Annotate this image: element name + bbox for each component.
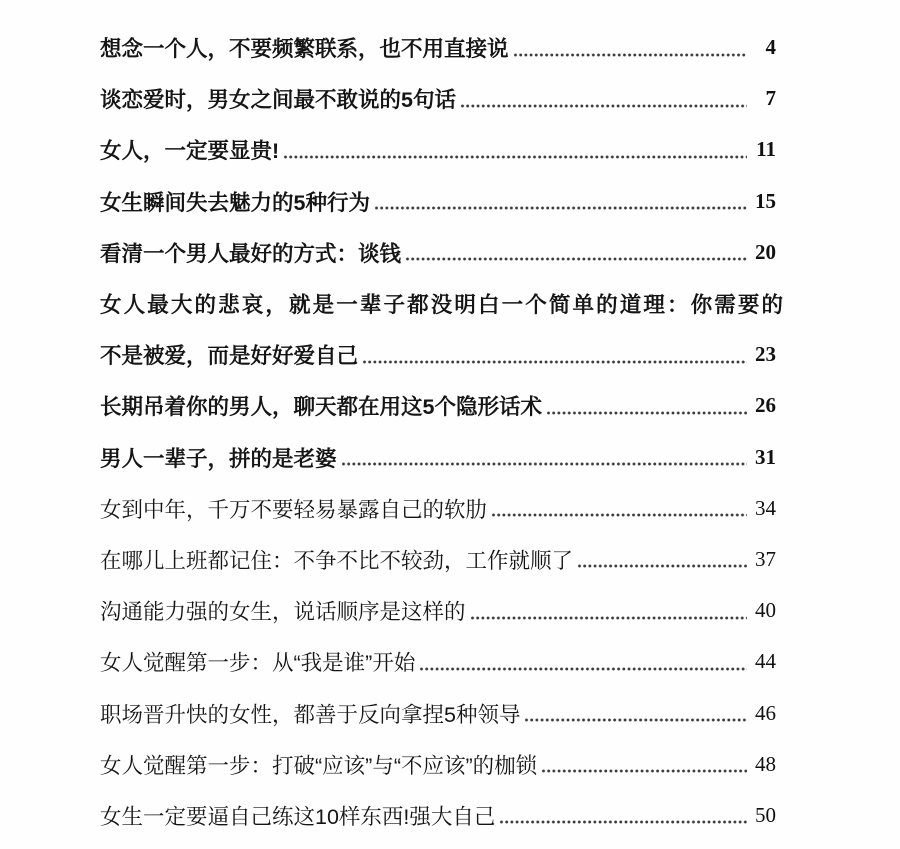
toc-entry-row[interactable] (100, 585, 776, 636)
dot-leader (546, 411, 747, 415)
dot-leader (577, 564, 747, 568)
dot-leader (491, 513, 747, 517)
toc-list (100, 22, 783, 841)
toc-entry-row[interactable] (100, 739, 776, 790)
dot-leader (341, 462, 747, 466)
toc-entry-row[interactable] (100, 483, 776, 534)
toc-entry-page-number: 37 (755, 546, 776, 571)
toc-entry-title: 女人觉醒第一步：从“我是谁”开始 (100, 651, 416, 676)
dot-leader (419, 667, 747, 671)
toc-entry-page-number: 40 (755, 598, 776, 623)
toc-entry-title: 职场晋升快的女性，都善于反向拿捏5种领导 (100, 702, 521, 727)
dot-leader (470, 616, 747, 620)
toc-entry-title: 谈恋爱时，男女之间最不敢说的5句话 (100, 88, 456, 113)
toc-entry-title: 女生瞬间失去魅力的5种行为 (100, 190, 370, 215)
toc-entry-title: 女生一定要逼自己练这10样东西!强大自己 (100, 804, 496, 829)
toc-entry-row[interactable] (100, 176, 776, 227)
toc-entry-row[interactable] (100, 432, 776, 483)
toc-entry-title: 女人最大的悲哀，就是一辈子都没明白一个简单的道理：你需要的 (100, 293, 783, 318)
dot-leader (362, 360, 747, 364)
toc-entry-title: 沟通能力强的女生，说话顺序是这样的 (100, 600, 466, 625)
dot-leader (499, 820, 747, 824)
toc-entry-row[interactable] (100, 687, 776, 738)
toc-entry-page-number: 15 (755, 188, 776, 213)
toc-entry-title: 看清一个男人最好的方式：谈钱 (100, 241, 402, 266)
dot-leader (513, 53, 747, 57)
toc-entry-title: 女人，一定要显贵! (100, 139, 280, 164)
dot-leader (541, 769, 747, 773)
toc-entry-title: 男人一辈子，拼的是老婆 (100, 446, 337, 471)
toc-entry-title: 长期吊着你的男人，聊天都在用这5个隐形话术 (100, 395, 542, 420)
toc-entry-page-number: 7 (765, 86, 776, 111)
toc-entry-page-number: 34 (755, 495, 776, 520)
dot-leader (374, 206, 747, 210)
toc-entry-title: 在哪儿上班都记住：不争不比不较劲，工作就顺了 (100, 548, 574, 573)
toc-entry-title: 想念一个人，不要频繁联系，也不用直接说 (100, 37, 509, 62)
toc-entry-page-number: 23 (755, 342, 776, 367)
toc-entry-title: 女人觉醒第一步：打破“应该”与“不应该”的枷锁 (100, 753, 538, 778)
dot-leader (460, 104, 747, 108)
dot-leader (524, 718, 747, 722)
toc-entry-page-number: 20 (755, 239, 776, 264)
toc-entry-page-number: 46 (755, 700, 776, 725)
toc-entry-page-number: 48 (755, 751, 776, 776)
toc-entry-row[interactable] (100, 790, 776, 841)
toc-entry-title: 女到中年，千万不要轻易暴露自己的软肋 (100, 497, 488, 522)
toc-entry-page-number: 44 (755, 649, 776, 674)
dot-leader (405, 257, 747, 261)
toc-entry-page-number: 4 (765, 35, 776, 60)
toc-entry-row[interactable] (100, 227, 776, 278)
toc-entry-page-number: 11 (756, 137, 776, 162)
toc-entry-title: 不是被爱，而是好好爱自己 (100, 344, 359, 369)
toc-entry-row[interactable] (100, 22, 776, 73)
toc-entry-page-number: 26 (755, 393, 776, 418)
toc-entry-row[interactable] (100, 636, 776, 687)
toc-entry-page-number: 50 (755, 802, 776, 827)
toc-entry-row[interactable] (100, 124, 776, 175)
dot-leader (283, 155, 747, 159)
toc-entry-row[interactable] (100, 329, 776, 380)
toc-entry-page-number: 31 (755, 444, 776, 469)
toc-entry-row[interactable] (100, 380, 776, 431)
toc-entry-row[interactable] (100, 534, 776, 585)
toc-entry-row[interactable] (100, 73, 776, 124)
toc-entry-row[interactable] (100, 278, 783, 329)
